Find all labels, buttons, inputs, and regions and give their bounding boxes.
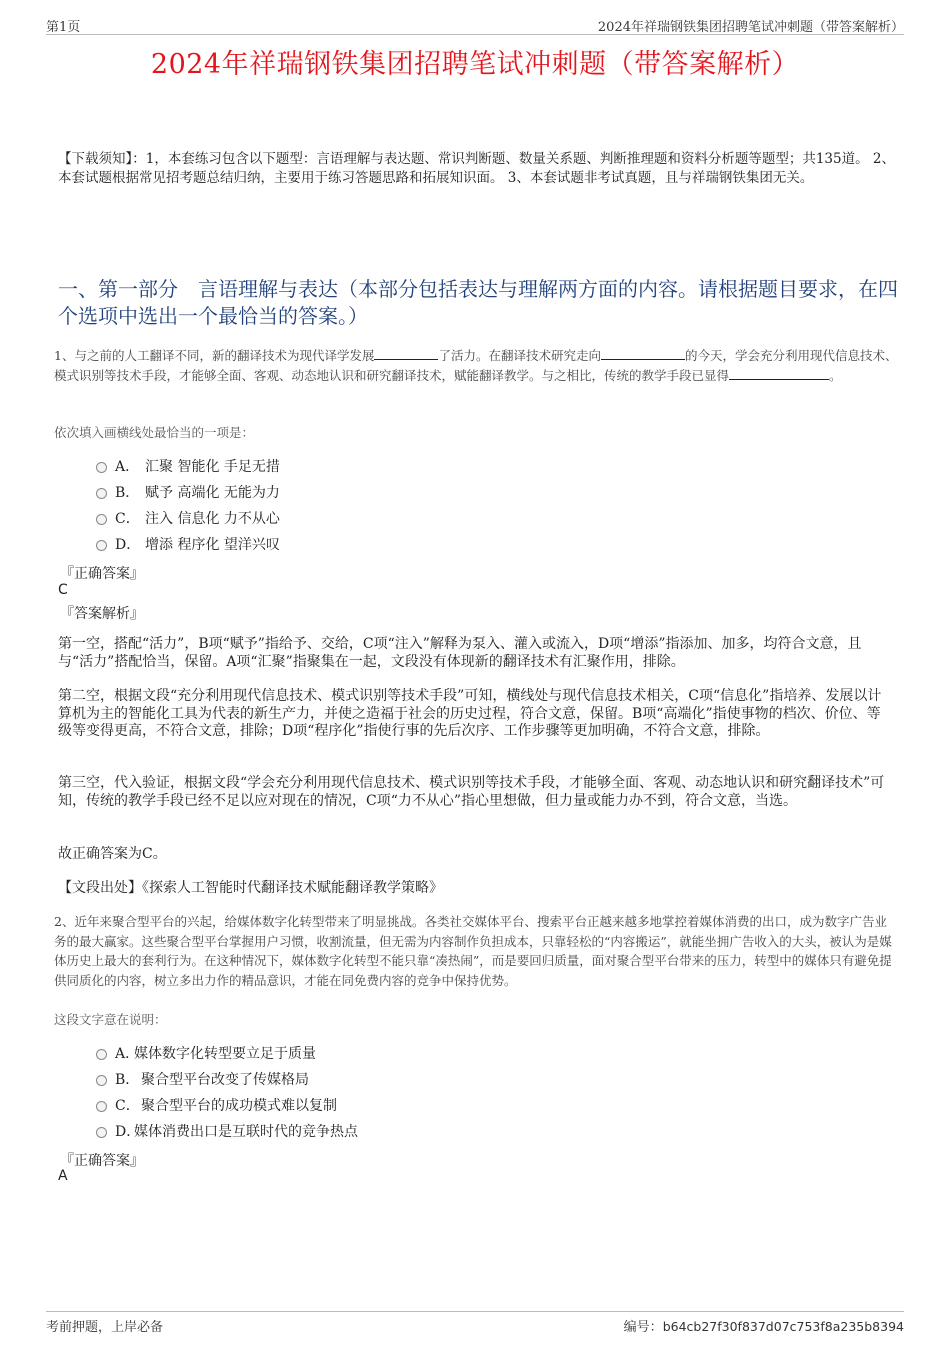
question-1-stem bbox=[54, 346, 899, 385]
download-notice: 【下载须知】：1，本套练习包含以下题型：言语理解与表达题、常识判断题、数量关系题、判断推理题和资料分析题等题型；共135道。 2、本套试题根据常见招考题总结归纳，主要用于练习答题思路和拓展知识面。 3、本套试题非考试真题，且与祥瑞钢铁集团无关。 bbox=[58, 151, 895, 186]
option-text: 聚合型平台的成功模式难以复制 bbox=[141, 1098, 337, 1114]
option-a[interactable] bbox=[96, 1043, 696, 1065]
option-label: A． bbox=[115, 1046, 140, 1062]
option-text: 赋予 高端化 无能为力 bbox=[145, 485, 280, 501]
option-c[interactable] bbox=[96, 508, 696, 530]
analysis-paragraph-3: 第三空，代入验证，根据文段“学会充分利用现代信息技术、模式识别等技术手段，才能够全面、客观、动态地认识和研究翻译技术”可知，传统的教学手段已经不足以应对现在的情况，C项“力不从心”指心里想做，但力量或能力办不到，符合文意，当选。 bbox=[58, 775, 885, 809]
question-2-stem: 2、近年来聚合型平台的兴起，给媒体数字化转型带来了明显挑战。各类社交媒体平台、搜索平台正越来越多地掌控着媒体消费的出口，成为数字广告业务的最大赢家。这些聚合型平台掌握用户习惯，收割流量，但无需为内容制作负担成本，只靠轻松的“内容搬运”，就能坐拥广告收入的大头，被认为是媒体历史上最大的套利行为。在这种情况下，媒体数字化转型不能只靠“凑热闹”，而是要回归质量，面对聚合型平台带来的压力，转型中的媒体只有避免提供同质化的内容，树立多出力作的精品意识，才能在同免费内容的竞争中保持优势。 bbox=[54, 914, 892, 988]
document-title: 2024年祥瑞钢铁集团招聘笔试冲刺题（带答案解析） bbox=[150, 49, 800, 80]
option-label: D． bbox=[115, 1124, 141, 1140]
option-d[interactable] bbox=[96, 1121, 696, 1143]
stem-text: 了活力。在翻译技术研究走向 bbox=[438, 348, 601, 363]
option-text: 增添 程序化 望洋兴叹 bbox=[145, 537, 280, 553]
correct-answer: C bbox=[58, 582, 68, 598]
option-label: B． bbox=[115, 1072, 140, 1088]
header-title: 2024年祥瑞钢铁集团招聘笔试冲刺题（带答案解析） bbox=[597, 20, 904, 35]
footer-slogan: 考前押题，上岸必备 bbox=[46, 1320, 164, 1335]
answer-heading: 『正确答案』 bbox=[60, 566, 144, 582]
option-label: A． bbox=[115, 459, 140, 475]
page-header bbox=[46, 14, 904, 35]
radio-button[interactable] bbox=[96, 1049, 107, 1060]
option-label: C． bbox=[115, 511, 140, 527]
blank-2 bbox=[601, 347, 685, 360]
source-citation: 【文段出处】《探索人工智能时代翻译技术赋能翻译教学策略》 bbox=[58, 880, 443, 896]
option-label: C． bbox=[115, 1098, 140, 1114]
analysis-heading: 『答案解析』 bbox=[60, 606, 144, 622]
question-1-prompt: 依次填入画横线处最恰当的一项是： bbox=[54, 425, 255, 440]
analysis-paragraph-1: 第一空，搭配“活力”，B项“赋予”指给予、交给，C项“注入”解释为泵入、灌入或流入，D项“增添”指添加、加多，均符合文意，且与“活力”搭配恰当，保留。A项“汇聚”指聚集在一起，文段没有体现新的翻译技术有汇聚作用，排除。 bbox=[58, 636, 862, 670]
section-heading: 一、第一部分 言语理解与表达（本部分包括表达与理解两方面的内容。请根据题目要求，在四个选项中选出一个最恰当的答案。） bbox=[58, 277, 898, 328]
radio-button[interactable] bbox=[96, 462, 107, 473]
option-text: 媒体数字化转型要立足于质量 bbox=[134, 1046, 316, 1062]
page-number: 第1页 bbox=[46, 20, 81, 35]
radio-button[interactable] bbox=[96, 540, 107, 551]
option-a[interactable] bbox=[96, 456, 696, 478]
stem-text: 。 bbox=[829, 367, 842, 383]
option-text: 媒体消费出口是互联时代的竞争热点 bbox=[134, 1124, 358, 1140]
radio-button[interactable] bbox=[96, 1127, 107, 1138]
code-label: 编号： bbox=[623, 1320, 663, 1335]
document-code bbox=[624, 1316, 904, 1335]
analysis-conclusion: 故正确答案为C。 bbox=[58, 846, 167, 862]
correct-answer: A bbox=[58, 1168, 68, 1184]
option-b[interactable] bbox=[96, 1069, 696, 1091]
radio-button[interactable] bbox=[96, 1101, 107, 1112]
option-c[interactable] bbox=[96, 1095, 696, 1117]
stem-text: 1、与之前的人工翻译不同，新的翻译技术为现代译学发展 bbox=[54, 348, 375, 363]
analysis-paragraph-2: 第二空，根据文段“充分利用现代信息技术、模式识别等技术手段”可知，横线处与现代信息技术相关，C项“信息化”指培养、发展以计算机为主的智能化工具为代表的新生产力，并使之造福于社会的历史过程，符合文意，保留。B项“高端化”指使事物的档次、价位、等级等变得更高，不符合文意，排除；D项“程序化”指使行事的先后次序、工作步骤等更加明确，不符合文意，排除。 bbox=[58, 688, 882, 739]
option-label: D． bbox=[115, 537, 141, 553]
code-value: b64cb27f30f837d07c753f8a235b8394 bbox=[662, 1319, 904, 1334]
blank-3 bbox=[729, 367, 829, 380]
option-text: 聚合型平台改变了传媒格局 bbox=[141, 1072, 309, 1088]
option-d[interactable] bbox=[96, 534, 696, 556]
question-2-prompt: 这段文字意在说明： bbox=[54, 1012, 167, 1027]
option-text: 汇聚 智能化 手足无措 bbox=[145, 459, 280, 475]
stem-text: 的今天，学会充分利用现代信息技术、模式识别等技术手段，才能够全面、客观、动态地认识和研究翻译技术，赋能翻译教学。与之相比，传统的教学手段已显得 bbox=[54, 348, 898, 383]
radio-button[interactable] bbox=[96, 514, 107, 525]
radio-button[interactable] bbox=[96, 488, 107, 499]
option-b[interactable] bbox=[96, 482, 696, 504]
answer-heading: 『正确答案』 bbox=[60, 1153, 144, 1169]
option-label: B． bbox=[115, 485, 140, 501]
blank-1 bbox=[374, 347, 438, 360]
page-footer bbox=[46, 1311, 904, 1336]
option-text: 注入 信息化 力不从心 bbox=[145, 511, 280, 527]
radio-button[interactable] bbox=[96, 1075, 107, 1086]
